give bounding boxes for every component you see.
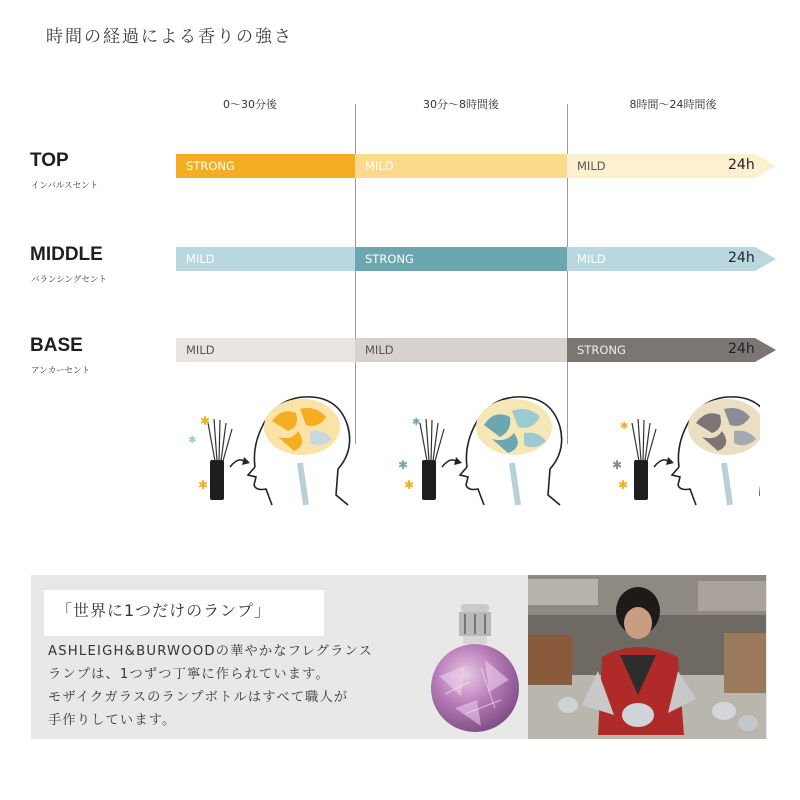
top-strength-bar: [176, 154, 776, 178]
bar-segment: [176, 154, 355, 178]
bar-segment: [567, 247, 755, 271]
column-header-30min-8h: 30分〜8時間後: [423, 98, 499, 111]
description-line: ランプは、1つずつ丁寧に作られています。: [48, 667, 330, 682]
artisan-workshop-photo: [528, 575, 766, 739]
segment-label: STRONG: [186, 159, 235, 173]
lamp-description: [48, 640, 428, 732]
svg-text:✱: ✱: [398, 458, 409, 472]
description-line: ASHLEIGH&BURWOODの華やかなフレグランス: [48, 644, 373, 659]
scent-illustrations: [160, 385, 760, 510]
bar-segment: [355, 154, 567, 178]
brain-icon: [264, 399, 340, 455]
segment-label: MILD: [577, 252, 606, 266]
base-strength-bar: [176, 338, 776, 362]
bar-segment: [176, 338, 355, 362]
row-label-middle: MIDDLE: [30, 244, 103, 265]
svg-text:✱: ✱: [198, 478, 209, 492]
bar-segment: [567, 338, 755, 362]
column-header-8h-24h: 8時間〜24時間後: [629, 98, 717, 111]
row-sub-top: インバルスセント: [31, 181, 99, 191]
arrow-head-icon: [755, 154, 776, 178]
diffuser-icon: [420, 419, 462, 500]
end-label: 24h: [728, 341, 755, 357]
fragrance-lamp-image: [425, 596, 525, 736]
end-label: 24h: [728, 157, 755, 173]
svg-text:✱: ✱: [200, 414, 211, 428]
segment-label: MILD: [365, 159, 394, 173]
row-label-top: TOP: [30, 150, 69, 171]
svg-text:✱: ✱: [412, 417, 421, 428]
segment-label: STRONG: [365, 252, 414, 266]
bar-segment: [355, 247, 567, 271]
svg-text:✱: ✱: [188, 435, 197, 446]
bar-segment: [355, 338, 567, 362]
svg-text:✱: ✱: [620, 421, 629, 432]
svg-text:✱: ✱: [612, 458, 623, 472]
middle-strength-bar: [176, 247, 776, 271]
brain-icon: [476, 399, 552, 455]
end-label: 24h: [728, 250, 755, 266]
bar-segment: [567, 154, 755, 178]
segment-label: STRONG: [577, 343, 626, 357]
arrow-head-icon: [755, 338, 776, 362]
svg-text:✱: ✱: [618, 478, 629, 492]
segment-label: MILD: [365, 343, 394, 357]
arrow-head-icon: [755, 247, 776, 271]
row-sub-base: アンカーセント: [31, 366, 90, 376]
segment-label: MILD: [186, 343, 215, 357]
svg-text:✱: ✱: [404, 478, 415, 492]
quote-heading: 「世界に1つだけのランプ」: [56, 601, 272, 620]
diffuser-icon: [632, 419, 674, 500]
column-header-0-30min: 0〜30分後: [223, 98, 277, 111]
diffuser-icon: [208, 419, 250, 500]
page-title: 時間の経過による香りの強さ: [46, 27, 293, 47]
row-sub-middle: バランシングセント: [31, 275, 107, 285]
bar-segment: [176, 247, 355, 271]
description-line: 手作りしています。: [48, 713, 177, 728]
row-label-base: BASE: [30, 335, 83, 356]
segment-label: MILD: [186, 252, 215, 266]
brain-icon: [688, 399, 760, 455]
segment-label: MILD: [577, 159, 606, 173]
description-line: モザイクガラスのランプボトルはすべて職人が: [48, 690, 349, 705]
